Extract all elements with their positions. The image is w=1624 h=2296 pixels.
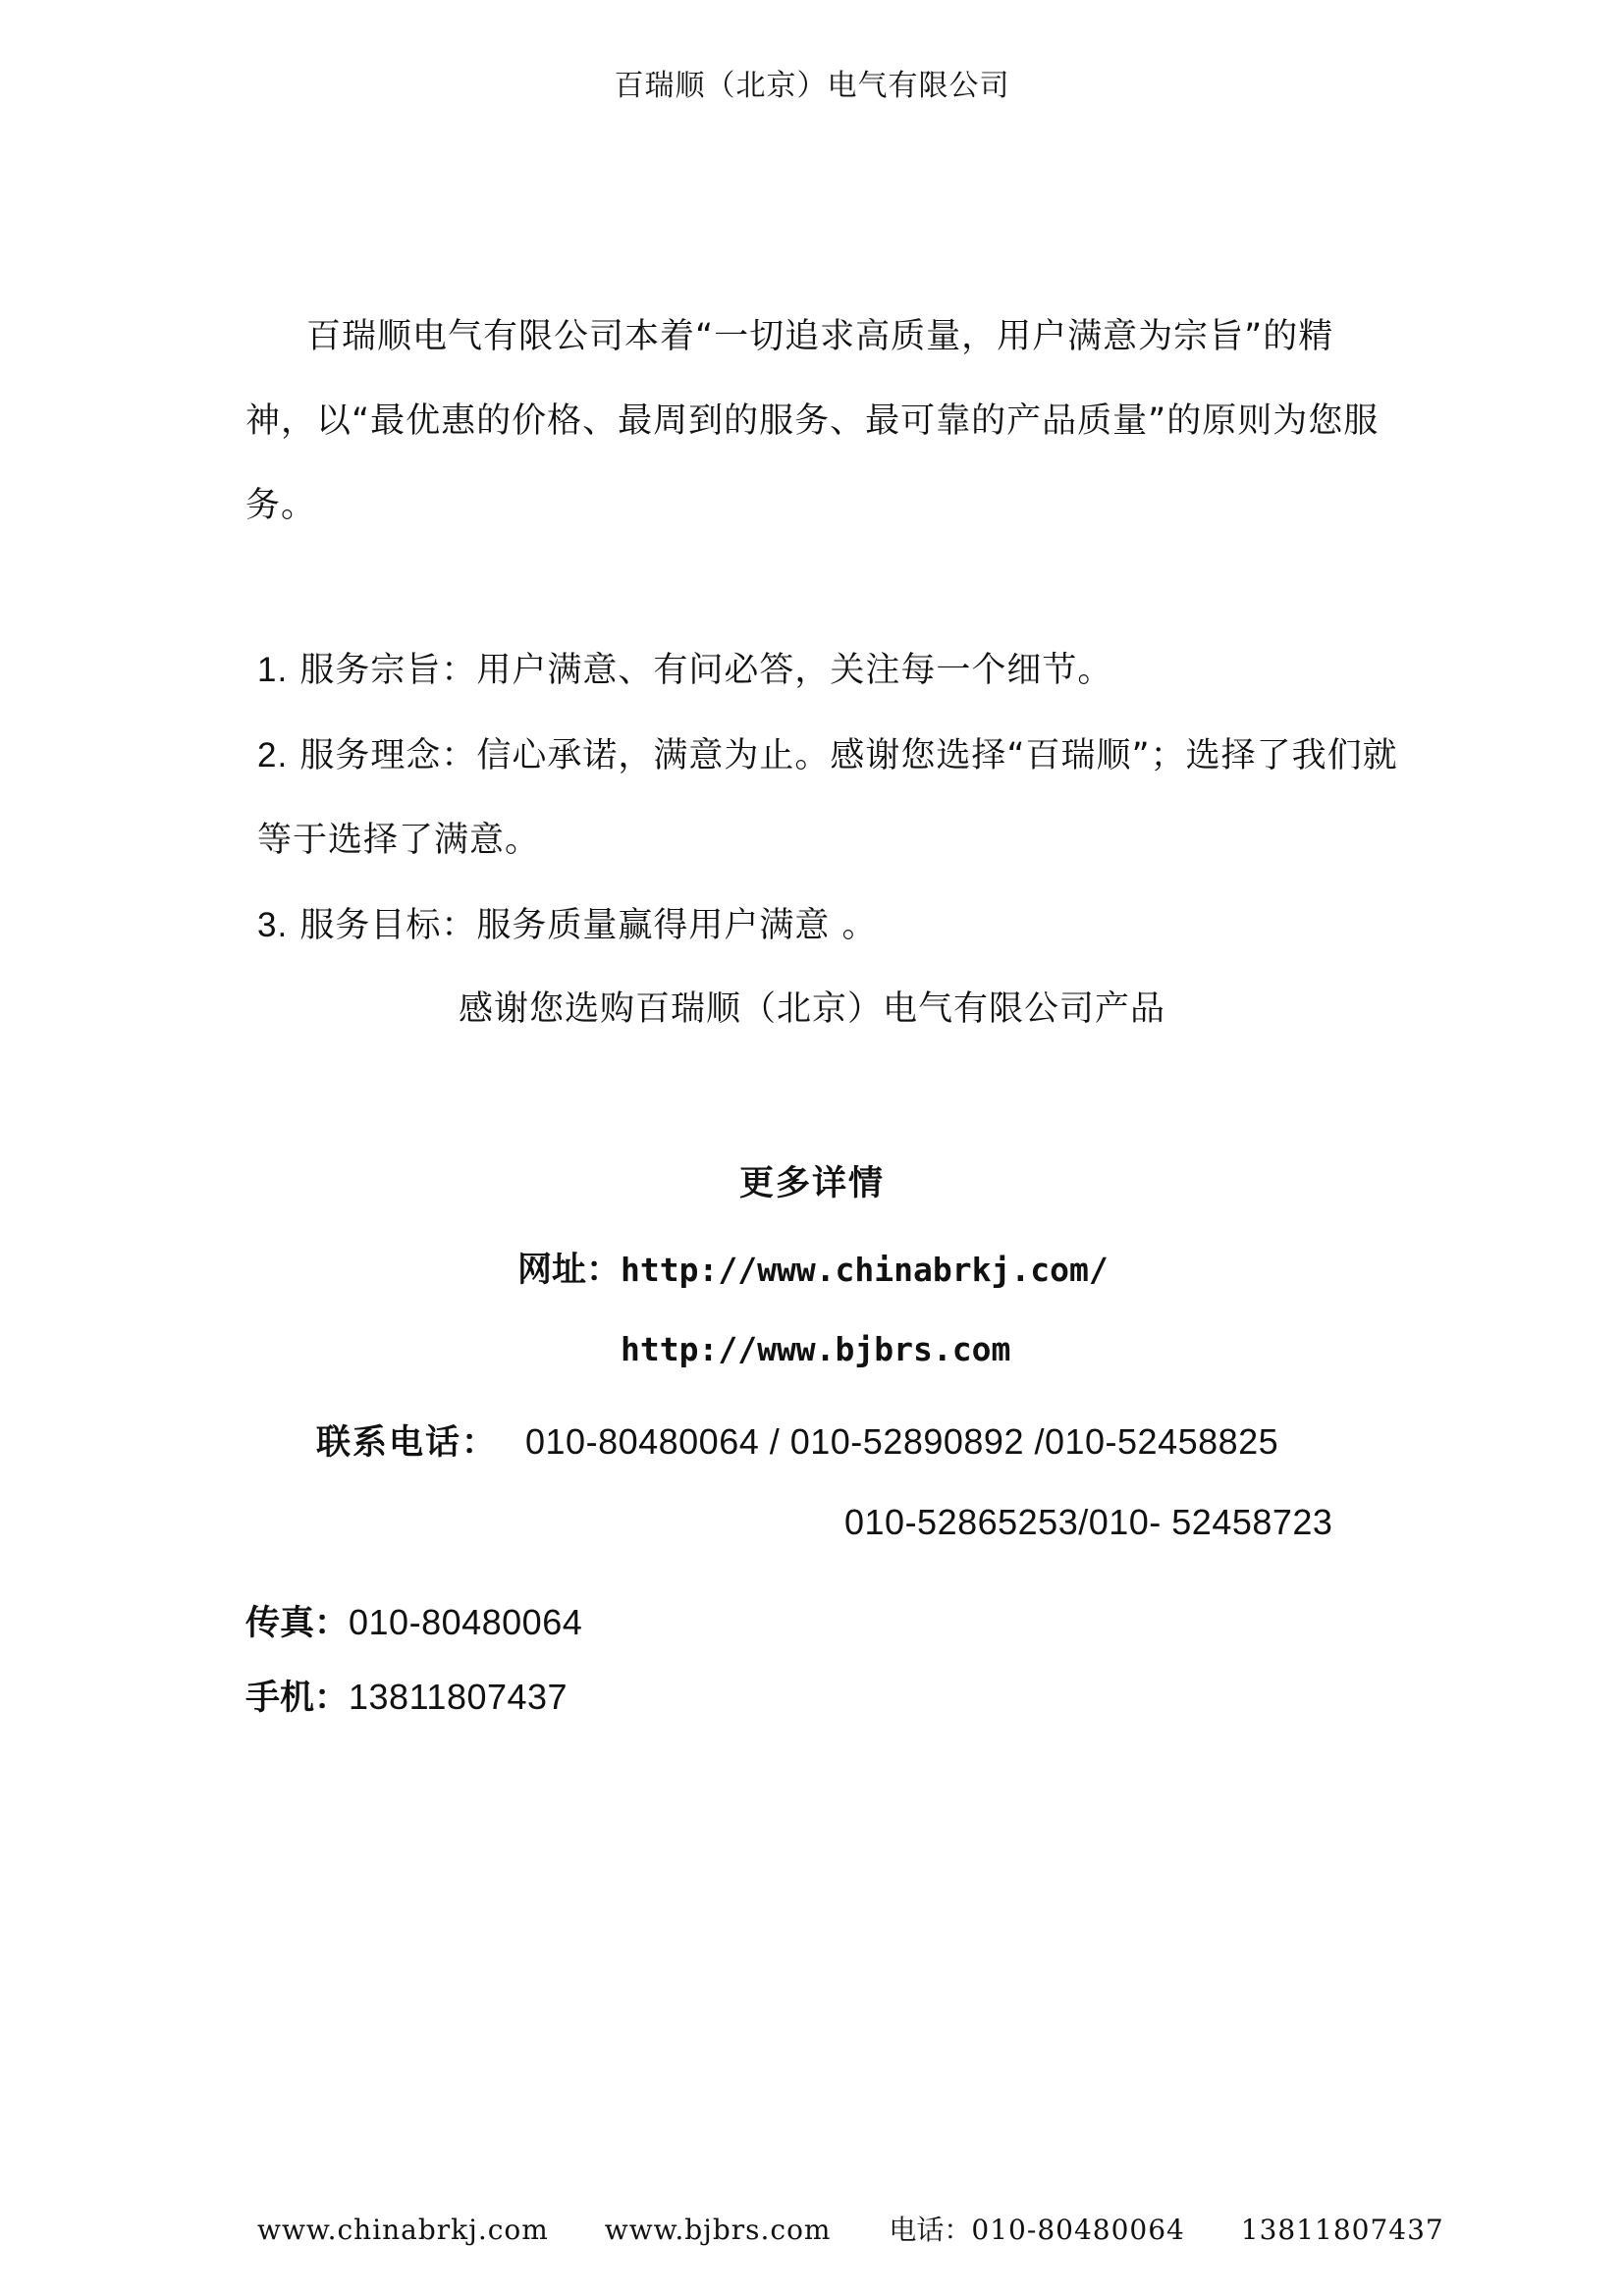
fax-number: 010-80480064 xyxy=(349,1602,583,1642)
website-link-2[interactable]: http://www.bjbrs.com xyxy=(621,1330,1011,1368)
phone-label: 联系电话： xyxy=(316,1423,499,1463)
fax-line xyxy=(245,1596,582,1645)
phone-line xyxy=(316,1415,1278,1465)
mobile-number: 13811807437 xyxy=(349,1677,568,1717)
mobile-label: 手机： xyxy=(245,1679,350,1718)
page-header: 百瑞顺（北京）电气有限公司 xyxy=(614,69,1010,103)
thanks-line: 感谢您选购百瑞顺（北京）电气有限公司产品 xyxy=(458,989,1165,1029)
phone-numbers-1: 010-80480064 / 010-52890892 /010-52458825 xyxy=(525,1421,1279,1462)
service-point-3 xyxy=(257,883,1406,968)
website-line-2 xyxy=(621,1330,1010,1369)
page-footer xyxy=(257,2209,1444,2248)
point-text: 服务宗旨：用户满意、有问必答，关注每一个细节。 xyxy=(299,651,1113,690)
footer-phone-label: 电话： xyxy=(889,2214,972,2246)
footer-site-1[interactable]: www.chinabrkj.com xyxy=(257,2214,549,2246)
website-label: 网址： xyxy=(517,1251,622,1290)
point-text: 服务目标：服务质量赢得用户满意 。 xyxy=(299,906,878,945)
point-number: 2. xyxy=(257,736,289,774)
service-point-2 xyxy=(257,714,1406,882)
service-point-1 xyxy=(257,628,1406,713)
footer-site-2[interactable]: www.bjbrs.com xyxy=(604,2214,832,2246)
website-link-1[interactable]: http://www.chinabrkj.com/ xyxy=(621,1251,1109,1289)
footer-phone: 010-80480064 xyxy=(971,2214,1185,2246)
point-number: 1. xyxy=(257,651,289,689)
point-text: 服务理念：信心承诺，满意为止。感谢您选择“百瑞顺”；选择了我们就等于选择了满意。 xyxy=(257,736,1398,860)
intro-paragraph: 百瑞顺电气有限公司本着“一切追求高质量，用户满意为宗旨”的精神，以“最优惠的价格、最周到的服务、最可靠的产品质量”的原则为您服务。 xyxy=(245,317,1380,525)
fax-label: 传真： xyxy=(245,1604,350,1643)
phone-numbers-2: 010-52865253/010- 52458723 xyxy=(844,1502,1333,1542)
website-line xyxy=(517,1243,1109,1292)
mobile-line xyxy=(245,1671,568,1720)
footer-mobile: 13811807437 xyxy=(1240,2214,1444,2246)
point-number: 3. xyxy=(257,906,289,944)
more-details-title: 更多详情 xyxy=(738,1164,885,1203)
